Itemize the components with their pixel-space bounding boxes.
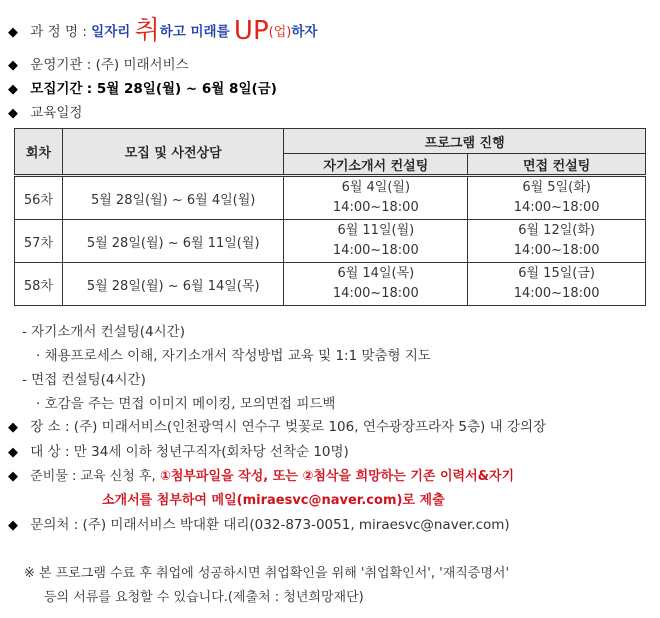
supplies-label: 준비물	[30, 469, 68, 484]
place-label: 장 소	[30, 419, 61, 435]
row-interview	[468, 176, 646, 220]
schedule-table	[14, 128, 646, 306]
row-resume	[284, 263, 468, 306]
diamond-bullet-icon: ◆	[8, 445, 18, 460]
title-label: 과 정 명	[30, 24, 79, 40]
interview-date: 6월 12일(화)	[518, 223, 595, 238]
diamond-bullet-icon: ◆	[8, 469, 18, 484]
resume-time: 14:00~18:00	[332, 286, 419, 301]
interview-time: 14:00~18:00	[513, 243, 600, 258]
diamond-bullet-icon: ◆	[8, 58, 18, 73]
target-label: 대 상	[30, 444, 61, 460]
contact-line	[8, 513, 510, 533]
resume-time: 14:00~18:00	[332, 243, 419, 258]
diamond-bullet-icon: ◆	[8, 518, 18, 533]
resume-consulting-title: - 자기소개서 컨설팅(4시간)	[22, 324, 185, 340]
resume-consulting-desc: · 채용프로세스 이해, 자기소개서 작성방법 교육 및 1:1 맞춤형 지도	[36, 348, 431, 364]
target-line	[8, 440, 349, 460]
interview-date: 6월 5일(화)	[522, 180, 591, 195]
row-recruit: 5월 28일(월) ~ 6월 14일(목)	[62, 263, 284, 306]
operator-line	[8, 53, 189, 73]
title-colon: :	[82, 24, 87, 40]
header-program: 프로그램 진행	[284, 129, 646, 154]
interview-consulting-desc: · 호감을 주는 면접 이미지 메이킹, 모의면접 피드백	[36, 396, 336, 412]
row-round: 58차	[15, 263, 63, 306]
contact-value: : (주) 미래서비스 박대환 대리(032-873-0051, miraesvc@naver.com)	[73, 517, 510, 533]
title-part5: (업)	[268, 25, 292, 40]
table-row	[15, 220, 646, 263]
place-value: : (주) 미래서비스(인천광역시 연수구 벚꽃로 106, 연수광장프라자 5층) 내 강의장	[64, 419, 547, 435]
header-round: 회차	[15, 129, 63, 176]
diamond-bullet-icon: ◆	[8, 25, 18, 40]
title-part3: 하고 미래를	[159, 24, 230, 40]
diamond-bullet-icon: ◆	[8, 106, 18, 121]
operator-value: : (주) 미래서비스	[86, 57, 189, 73]
resume-date: 6월 14일(목)	[337, 266, 415, 281]
diamond-bullet-icon: ◆	[8, 420, 18, 435]
row-round: 57차	[15, 220, 63, 263]
header-resume: 자기소개서 컨설팅	[284, 154, 468, 176]
row-round: 56차	[15, 176, 63, 220]
schedule-label: 교육일정	[30, 105, 83, 121]
contact-label: 문의처	[30, 517, 70, 533]
header-interview: 면접 컨설팅	[468, 154, 646, 176]
recruit-period-line	[8, 77, 277, 97]
interview-time: 14:00~18:00	[513, 200, 600, 215]
table-row	[15, 263, 646, 306]
note-line-1: ※ 본 프로그램 수료 후 취업에 성공하시면 취업확인을 위해 '취업확인서', '재직증명서'	[24, 566, 510, 581]
recruit-value: : 5월 28일(월) ~ 6월 8일(금)	[86, 81, 277, 97]
supplies-line	[8, 465, 514, 484]
place-line	[8, 415, 546, 435]
target-value: : 만 34세 이하 청년구직자(회차당 선착순 10명)	[64, 444, 349, 460]
row-interview	[468, 220, 646, 263]
title-part4: UP	[233, 16, 269, 46]
title-part1: 일자리	[91, 24, 131, 40]
resume-date: 6월 4일(월)	[341, 180, 411, 195]
title-part2: 취	[134, 16, 160, 46]
row-recruit: 5월 28일(월) ~ 6월 4일(월)	[62, 176, 284, 220]
table-row	[15, 176, 646, 220]
resume-time: 14:00~18:00	[332, 200, 419, 215]
row-resume	[284, 176, 468, 220]
program-title-line	[8, 10, 317, 47]
interview-date: 6월 15일(금)	[518, 266, 595, 281]
interview-consulting-title: - 면접 컨설팅(4시간)	[22, 372, 146, 388]
supplies-instruction-1: ①첨부파일을 작성, 또는 ②첨삭을 희망하는 기존 이력서&자기	[159, 469, 515, 484]
operator-label: 운영기관	[30, 57, 83, 73]
resume-date: 6월 11일(월)	[337, 223, 415, 238]
row-recruit: 5월 28일(월) ~ 6월 11일(월)	[62, 220, 284, 263]
diamond-bullet-icon: ◆	[8, 82, 18, 97]
header-recruit: 모집 및 사전상담	[62, 129, 284, 176]
supplies-line-2	[102, 489, 445, 508]
supplies-value: : 교육 신청 후,	[71, 469, 156, 484]
row-resume	[284, 220, 468, 263]
interview-time: 14:00~18:00	[513, 286, 600, 301]
title-part6: 하자	[291, 24, 318, 40]
row-interview	[468, 263, 646, 306]
recruit-label: 모집기간	[30, 81, 83, 97]
note-line-2: 등의 서류를 요청할 수 있습니다.(제출처 : 청년희망재단)	[44, 590, 364, 605]
schedule-label-line	[8, 101, 82, 121]
supplies-instruction-2: 소개서를 첨부하여 메일(miraesvc@naver.com)로 제출	[102, 493, 445, 508]
